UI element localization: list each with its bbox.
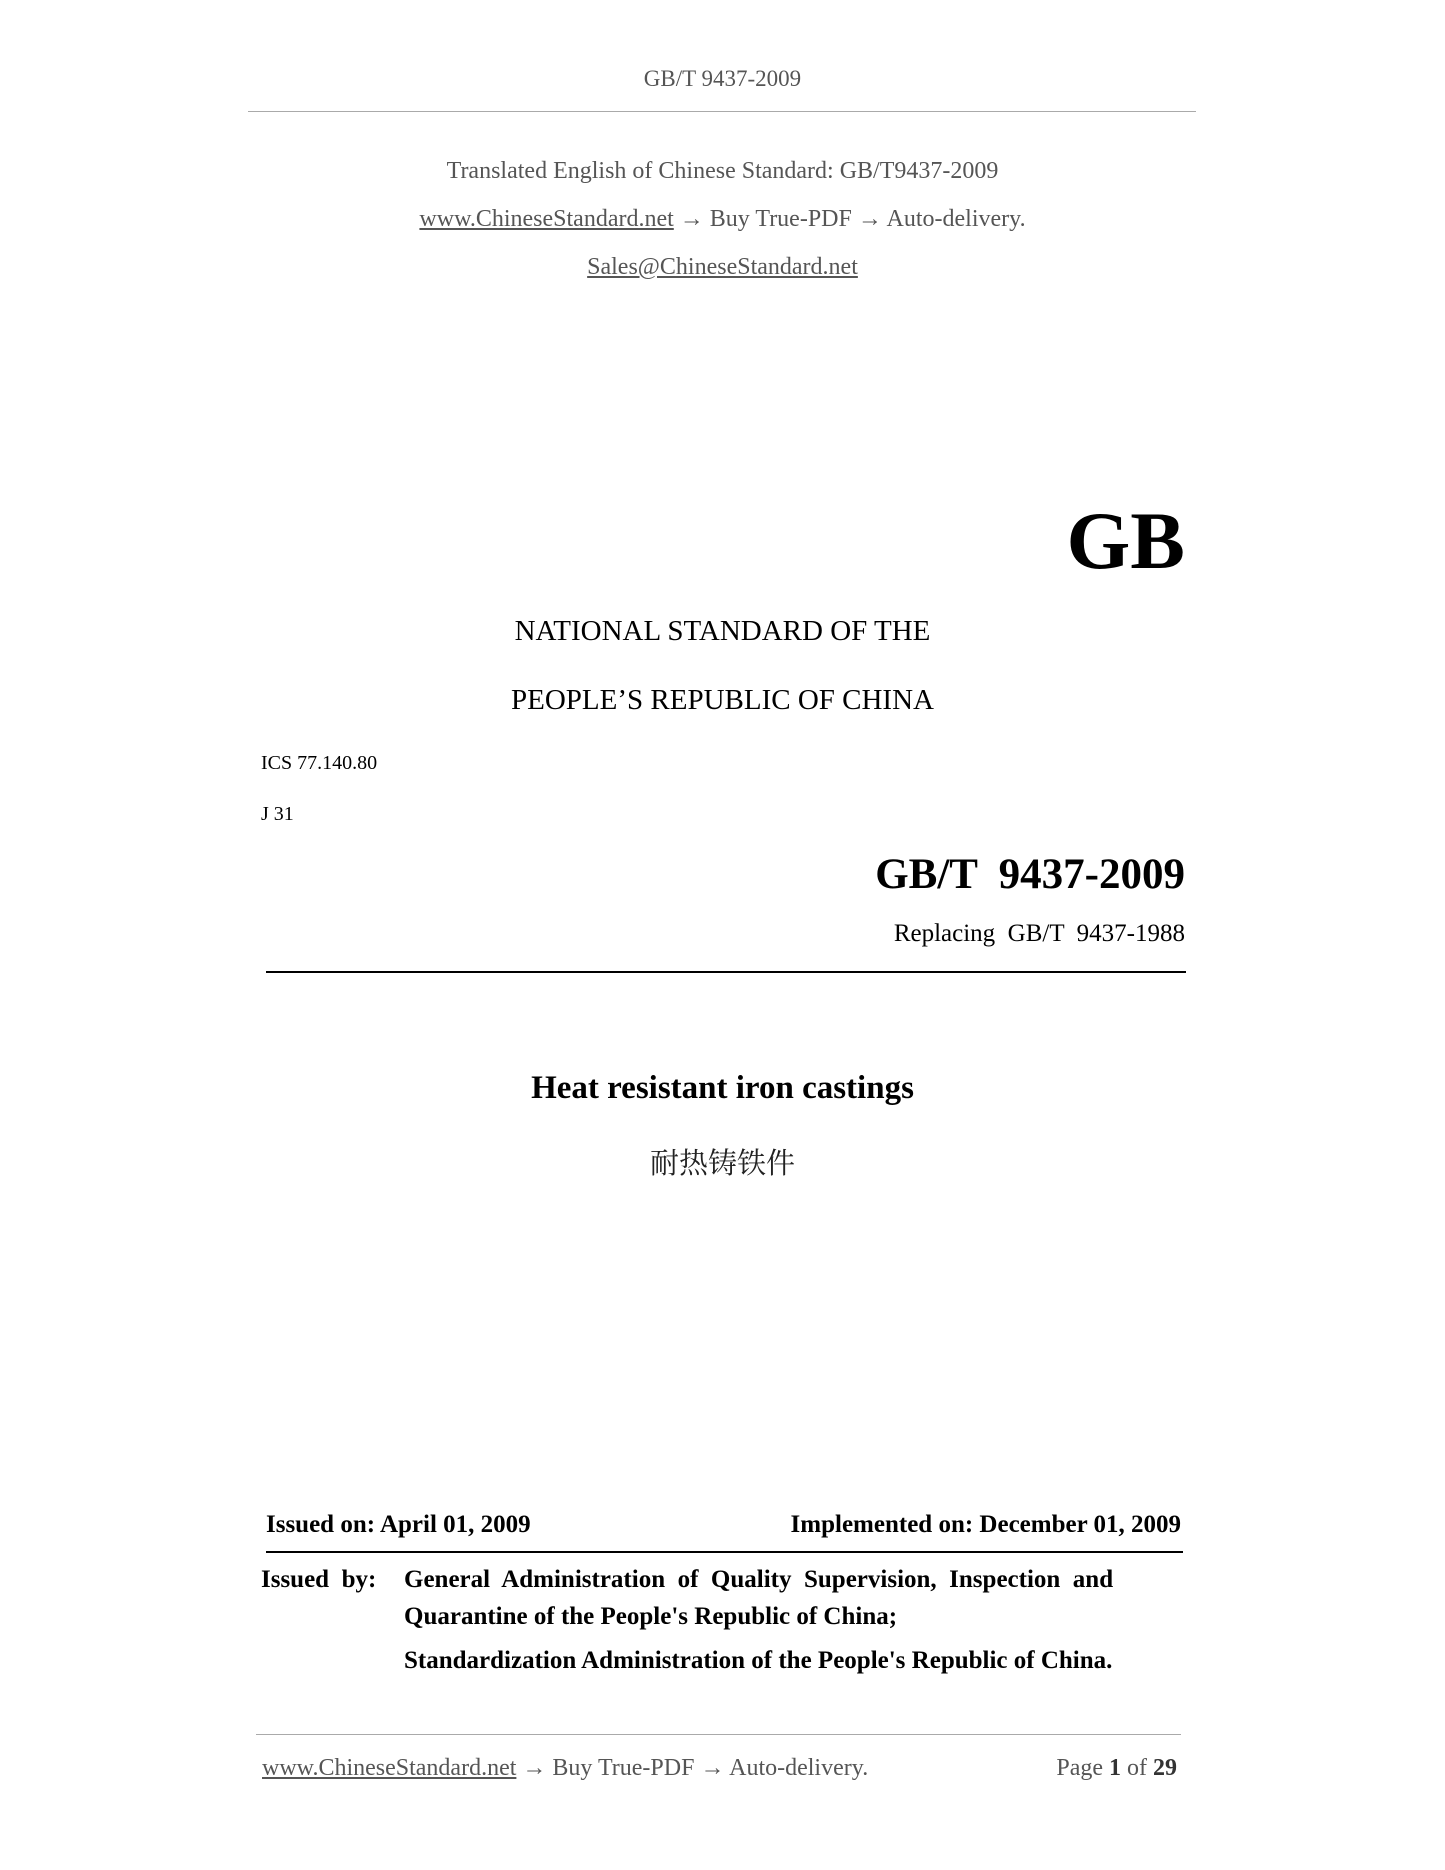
page-label: Page [1056,1755,1103,1781]
national-standard-line-1: NATIONAL STANDARD OF THE [514,615,931,647]
ics-code: ICS 77.140.80 [261,752,378,774]
running-header-title: GB/T 9437-2009 [643,66,802,91]
national-standard-line-2: PEOPLE’S REPUBLIC OF CHINA [511,684,934,716]
dates-rule [266,1551,1183,1553]
buy-text: → Buy True-PDF → Auto-delivery. [673,206,1026,232]
footer-divider [256,1734,1181,1735]
buy-line [0,206,1445,233]
title-chinese: 耐热铸铁件 [649,1146,795,1180]
standard-number-rule [266,971,1186,973]
page-current: 1 [1109,1755,1121,1781]
footer-site-link[interactable]: www.ChineseStandard.net [262,1755,517,1781]
title-english: Heat resistant iron castings [531,1070,914,1106]
replacing-note: Replacing GB/T 9437-1988 [893,920,1185,947]
of-label: of [1127,1755,1147,1781]
translation-note: Translated English of Chinese Standard: GB/T9437-2009 [446,158,999,184]
page-indicator [1056,1755,1177,1782]
ccs-code: J 31 [261,803,294,825]
header-divider [248,111,1196,112]
issued-by-line-2: Quarantine of the People's Republic of China; [404,1603,898,1630]
footer-buy-line [262,1755,868,1782]
issued-by-line-1: General Administration of Quality Supervision, Inspection and [404,1566,1114,1593]
page-total: 29 [1153,1755,1177,1781]
site-link[interactable]: www.ChineseStandard.net [419,206,674,232]
implemented-on-date: Implemented on: December 01, 2009 [790,1511,1181,1538]
sales-line [0,254,1445,281]
issued-by-label: Issued by: [261,1566,377,1593]
standard-number: GB/T 9437-2009 [875,851,1185,898]
issued-on-date: Issued on: April 01, 2009 [266,1511,531,1538]
sales-email-link[interactable]: Sales@ChineseStandard.net [587,254,858,280]
footer-buy-text: → Buy True-PDF → Auto-delivery. [516,1755,869,1781]
issued-by-line-3: Standardization Administration of the People's Republic of China. [404,1647,1113,1674]
gb-mark: GB [1066,495,1185,586]
